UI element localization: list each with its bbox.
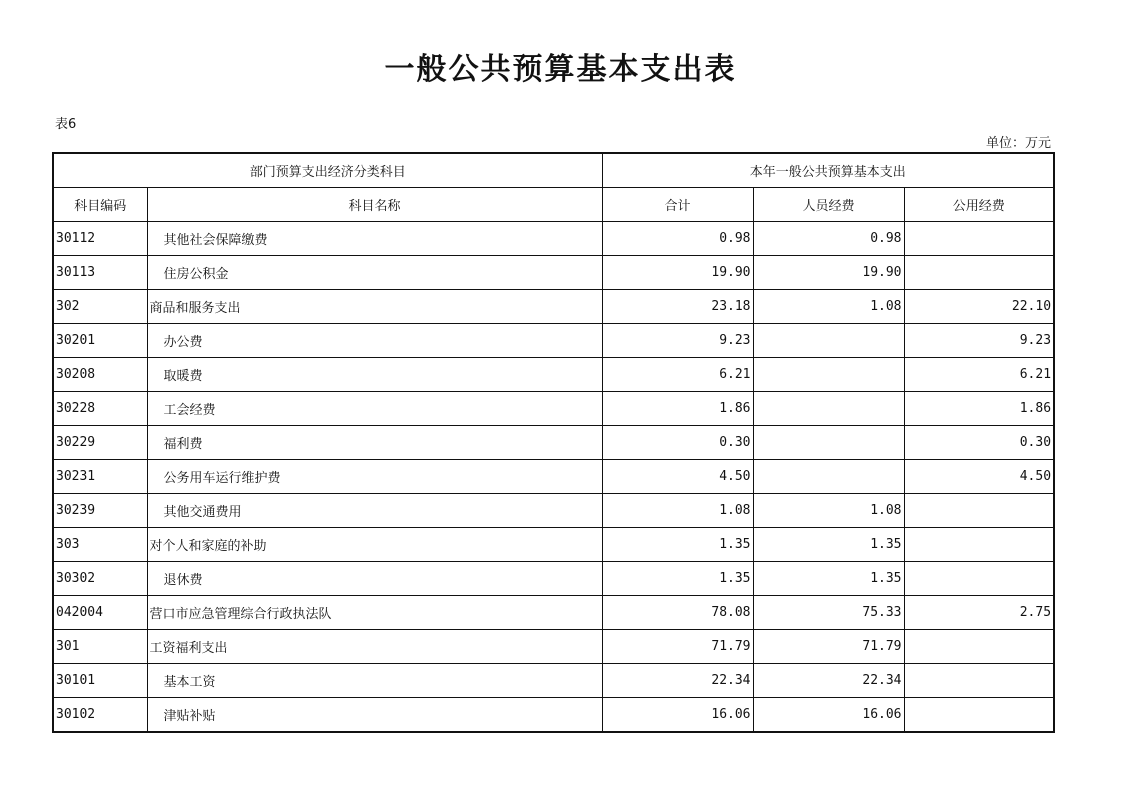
name-cell: 基本工资 [147,664,602,698]
code-cell: 30208 [53,358,147,392]
name-cell: 对个人和家庭的补助 [147,528,602,562]
header-public: 公用经费 [904,188,1054,222]
table-number: 表6 [55,117,77,132]
total-cell: 16.06 [602,698,753,733]
public-cell [904,562,1054,596]
total-cell: 9.23 [602,324,753,358]
name-cell: 其他社会保障缴费 [147,222,602,256]
header-economic-classification: 部门预算支出经济分类科目 [53,153,602,188]
personnel-cell: 22.34 [753,664,904,698]
personnel-cell: 71.79 [753,630,904,664]
name-cell: 工会经费 [147,392,602,426]
total-cell: 1.35 [602,562,753,596]
table-row [53,290,1054,324]
table-row [53,324,1054,358]
table-row [53,494,1054,528]
code-cell: 30228 [53,392,147,426]
code-cell: 042004 [53,596,147,630]
code-cell: 30113 [53,256,147,290]
name-cell: 福利费 [147,426,602,460]
total-cell: 1.35 [602,528,753,562]
public-cell [904,222,1054,256]
name-cell: 营口市应急管理综合行政执法队 [147,596,602,630]
public-cell [904,664,1054,698]
name-cell: 公务用车运行维护费 [147,460,602,494]
code-cell: 30102 [53,698,147,733]
unit-label: 单位：万元 [985,136,1051,151]
code-cell: 30112 [53,222,147,256]
public-cell [904,698,1054,733]
total-cell: 4.50 [602,460,753,494]
name-cell: 住房公积金 [147,256,602,290]
total-cell: 78.08 [602,596,753,630]
code-cell: 30231 [53,460,147,494]
table-row [53,664,1054,698]
table-row [53,698,1054,733]
total-cell: 1.86 [602,392,753,426]
table-row [53,596,1054,630]
public-cell [904,630,1054,664]
name-cell: 商品和服务支出 [147,290,602,324]
public-cell [904,528,1054,562]
name-cell: 取暖费 [147,358,602,392]
public-cell [904,256,1054,290]
header-name: 科目名称 [147,188,602,222]
table-row [53,222,1054,256]
personnel-cell [753,358,904,392]
public-cell: 4.50 [904,460,1054,494]
code-cell: 30302 [53,562,147,596]
personnel-cell [753,392,904,426]
header-column-row [53,188,1054,222]
header-code: 科目编码 [53,188,147,222]
header-basic-expenditure: 本年一般公共预算基本支出 [602,153,1054,188]
header-total: 合计 [602,188,753,222]
total-cell: 23.18 [602,290,753,324]
personnel-cell: 1.35 [753,562,904,596]
code-cell: 302 [53,290,147,324]
public-cell: 22.10 [904,290,1054,324]
header-group-row [53,153,1054,188]
personnel-cell: 1.35 [753,528,904,562]
public-cell: 1.86 [904,392,1054,426]
name-cell: 退休费 [147,562,602,596]
table-row [53,392,1054,426]
personnel-cell [753,426,904,460]
personnel-cell: 75.33 [753,596,904,630]
table-row [53,528,1054,562]
code-cell: 30239 [53,494,147,528]
code-cell: 30101 [53,664,147,698]
table-row [53,256,1054,290]
code-cell: 30201 [53,324,147,358]
total-cell: 71.79 [602,630,753,664]
table-row [53,562,1054,596]
personnel-cell [753,460,904,494]
public-cell: 2.75 [904,596,1054,630]
public-cell: 6.21 [904,358,1054,392]
public-cell: 9.23 [904,324,1054,358]
name-cell: 其他交通费用 [147,494,602,528]
personnel-cell: 0.98 [753,222,904,256]
name-cell: 津贴补贴 [147,698,602,733]
name-cell: 工资福利支出 [147,630,602,664]
name-cell: 办公费 [147,324,602,358]
code-cell: 30229 [53,426,147,460]
personnel-cell: 19.90 [753,256,904,290]
personnel-cell: 1.08 [753,494,904,528]
public-cell [904,494,1054,528]
table-row [53,426,1054,460]
table-row [53,460,1054,494]
personnel-cell: 1.08 [753,290,904,324]
table-row [53,630,1054,664]
total-cell: 0.30 [602,426,753,460]
code-cell: 301 [53,630,147,664]
total-cell: 6.21 [602,358,753,392]
total-cell: 0.98 [602,222,753,256]
budget-table [52,152,1055,733]
total-cell: 22.34 [602,664,753,698]
table-row [53,358,1054,392]
personnel-cell [753,324,904,358]
total-cell: 1.08 [602,494,753,528]
header-personnel: 人员经费 [753,188,904,222]
page-title: 一般公共预算基本支出表 [384,52,737,87]
personnel-cell: 16.06 [753,698,904,733]
code-cell: 303 [53,528,147,562]
total-cell: 19.90 [602,256,753,290]
public-cell: 0.30 [904,426,1054,460]
